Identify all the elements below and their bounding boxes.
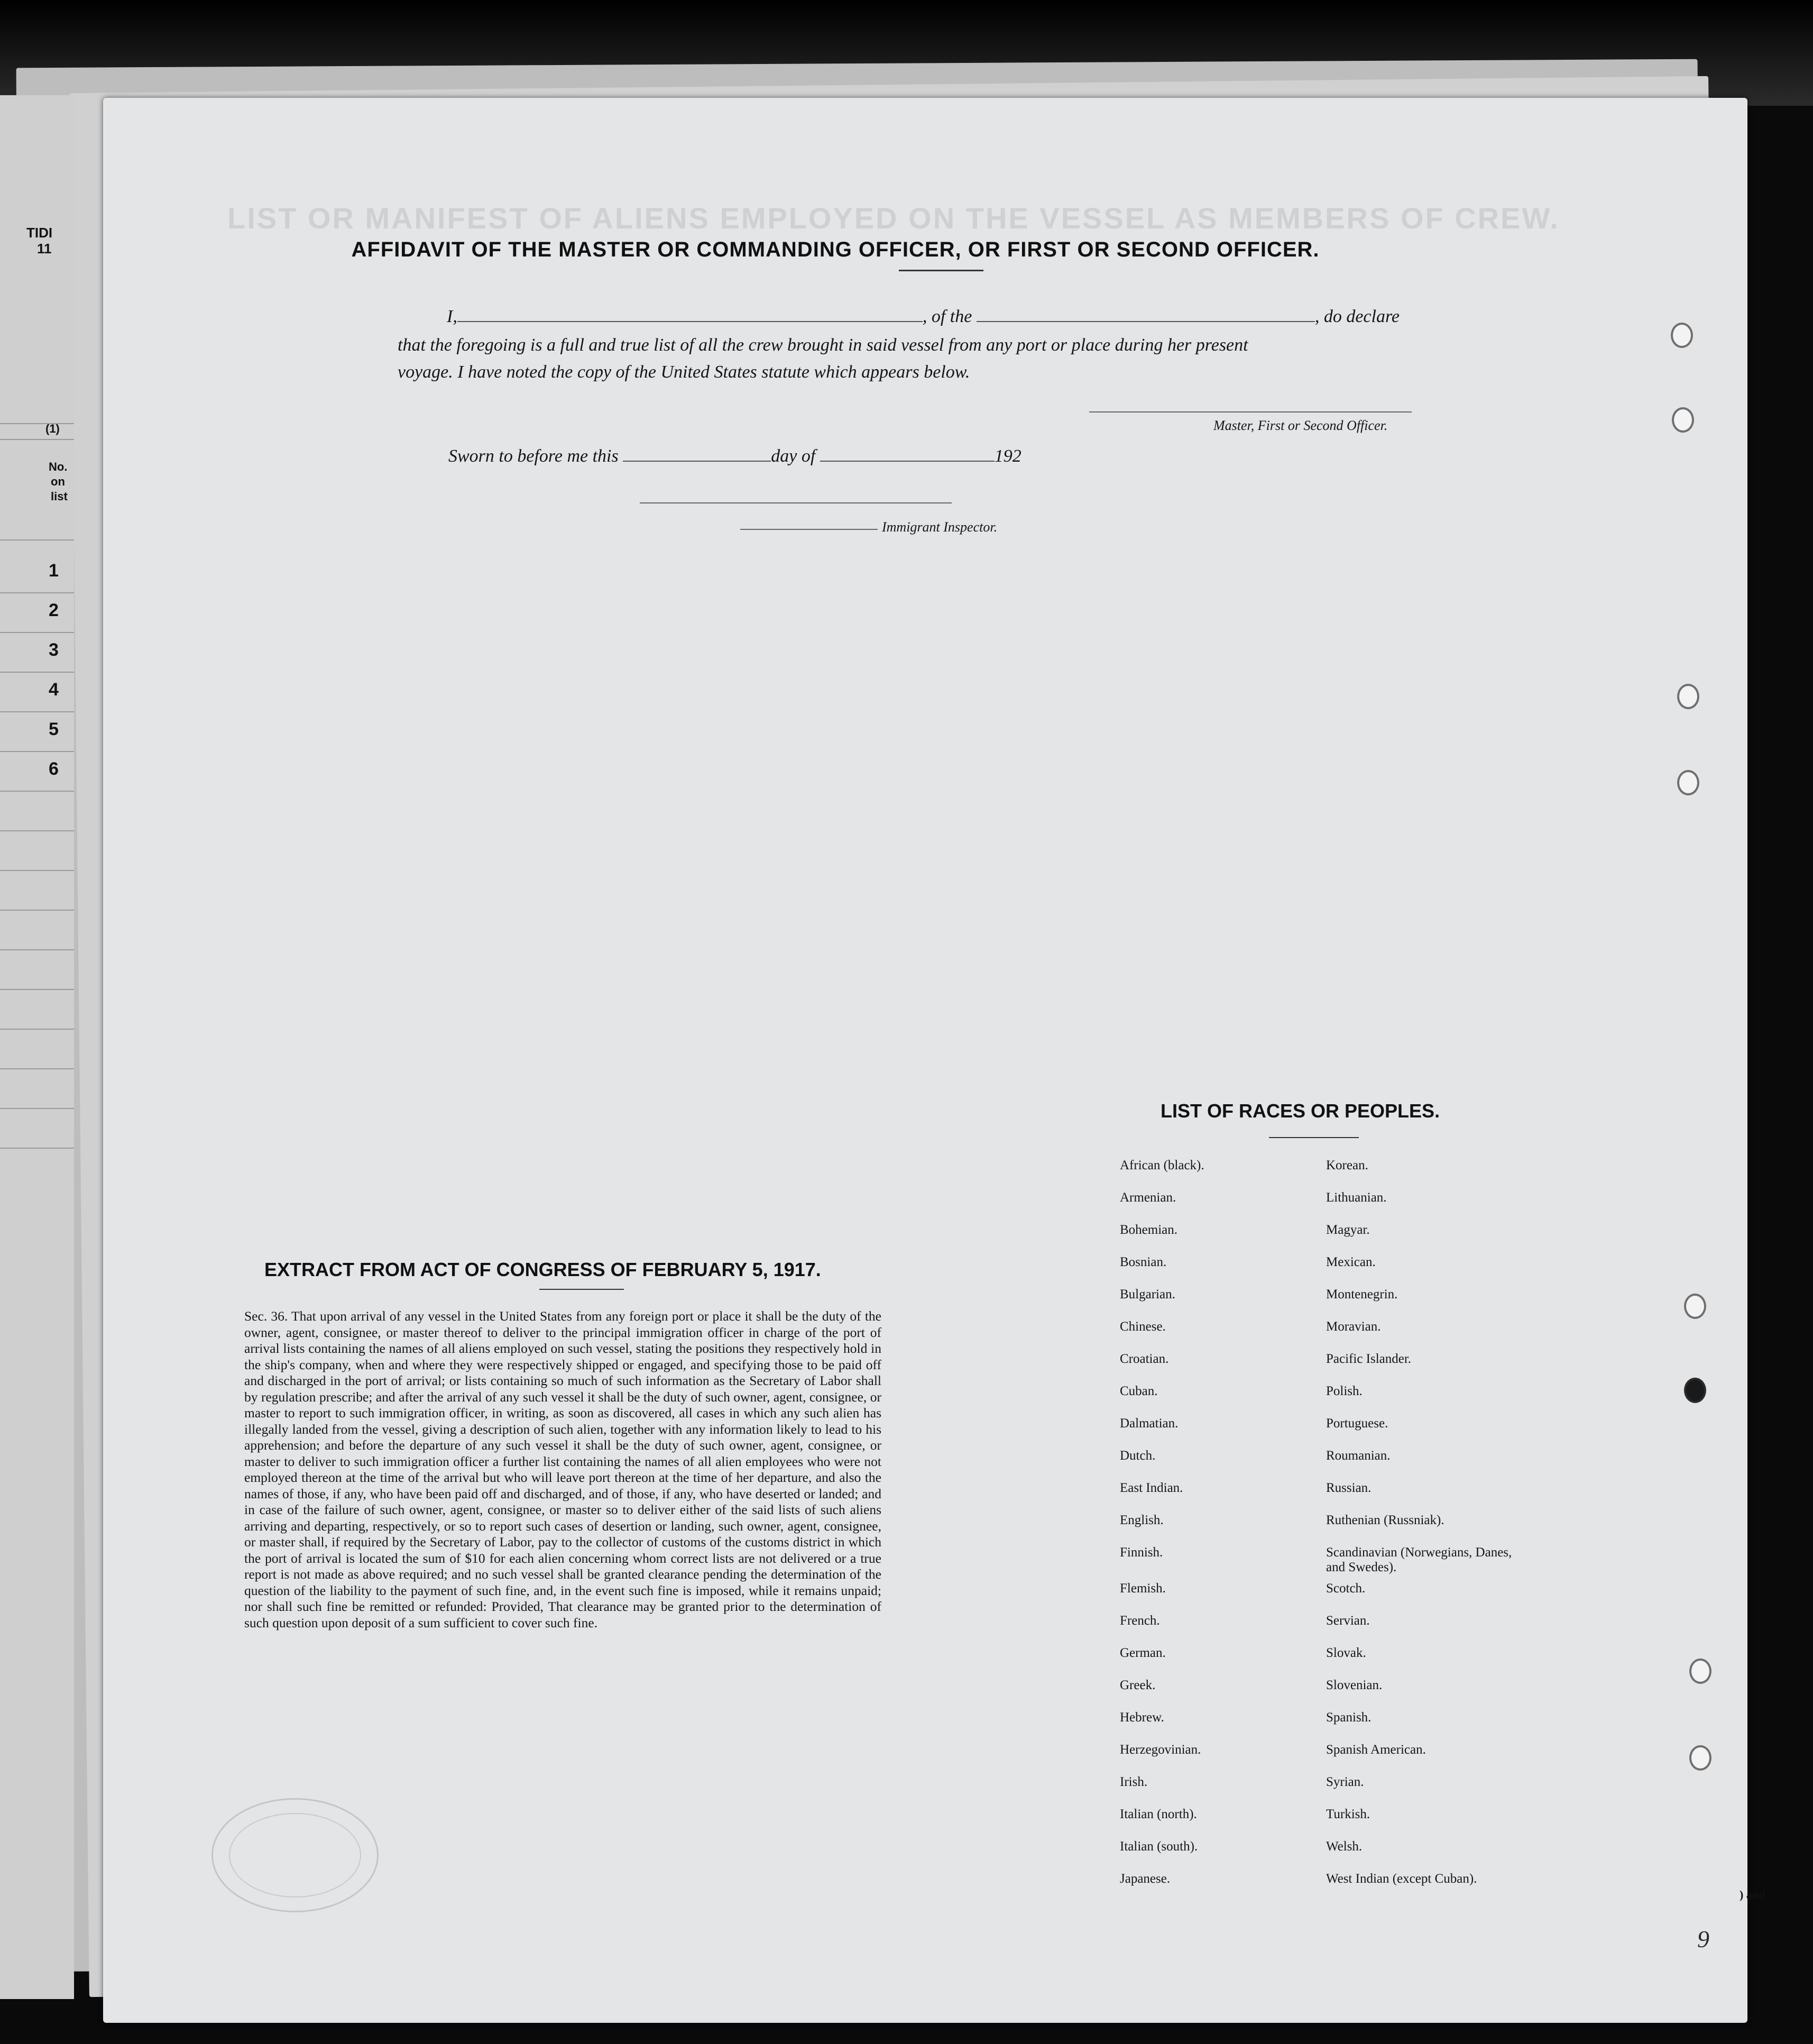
- race-item-left: Dalmatian.: [1120, 1416, 1179, 1431]
- race-item-right: Spanish American.: [1326, 1743, 1426, 1757]
- race-item-left: German.: [1120, 1646, 1166, 1660]
- strip-col-head-2: on: [51, 475, 65, 488]
- adjacent-page-strip: [0, 95, 74, 1999]
- race-item-right: Slovak.: [1326, 1646, 1366, 1660]
- race-item-left: East Indian.: [1120, 1481, 1183, 1495]
- race-item-right: Ruthenian (Russniak).: [1326, 1513, 1444, 1527]
- punch-hole: [1677, 684, 1699, 709]
- sworn-line: [448, 446, 1021, 466]
- race-item-right: Spanish.: [1326, 1710, 1372, 1725]
- race-item-left: Greek.: [1120, 1678, 1156, 1692]
- races-title-rule: [1269, 1137, 1359, 1138]
- declarant-name-blank[interactable]: [457, 308, 923, 322]
- punch-hole: [1684, 1294, 1706, 1319]
- strip-col-head-3: list: [51, 490, 68, 503]
- race-item-left: Irish.: [1120, 1775, 1148, 1789]
- race-item-left: Hebrew.: [1120, 1710, 1164, 1725]
- master-signature-line[interactable]: [1089, 411, 1412, 413]
- race-item-right: Welsh.: [1326, 1839, 1363, 1854]
- punch-hole: [1689, 1658, 1711, 1684]
- race-item-left: Flemish.: [1120, 1581, 1166, 1596]
- race-item-left: Italian (south).: [1120, 1839, 1198, 1854]
- strip-row-number: 1: [49, 561, 59, 581]
- race-item-right: West Indian (except Cuban).: [1326, 1872, 1477, 1886]
- race-item-left: Bosnian.: [1120, 1255, 1167, 1269]
- race-item-right: Syrian.: [1326, 1775, 1364, 1789]
- bleed-through-header: LIST OR MANIFEST OF ALIENS EMPLOYED ON THE VESSEL AS MEMBERS OF CREW.: [227, 201, 1560, 235]
- manifest-page: [103, 98, 1747, 2023]
- strip-row-number: 6: [49, 759, 59, 779]
- strip-row-number: 5: [49, 719, 59, 739]
- race-item-left: Herzegovinian.: [1120, 1743, 1201, 1757]
- race-item-right: Pacific Islander.: [1326, 1352, 1412, 1366]
- affidavit-line-1: [447, 307, 1400, 327]
- race-item-right: Roumanian.: [1326, 1449, 1391, 1463]
- inspector-label: Immigrant Inspector.: [882, 519, 998, 535]
- affidavit-line-3: voyage. I have noted the copy of the United States statute which appears below.: [398, 362, 970, 382]
- strip-code: TIDI: [26, 225, 53, 241]
- punch-hole: [1672, 407, 1694, 433]
- punch-hole: [1689, 1745, 1711, 1771]
- race-item-left: French.: [1120, 1614, 1160, 1628]
- race-item-left: Cuban.: [1120, 1384, 1158, 1398]
- sworn-day-label: day of: [771, 446, 816, 466]
- race-item-left: African (black).: [1120, 1158, 1204, 1172]
- race-item-left: Bohemian.: [1120, 1223, 1178, 1237]
- sworn-prefix: Sworn to before me this: [448, 446, 619, 466]
- margin-fragment: ) and: [1740, 1888, 1765, 1901]
- handwritten-mark: 9: [1697, 1926, 1709, 1953]
- race-item-right: Polish.: [1326, 1384, 1363, 1398]
- race-item-right: Scotch.: [1326, 1581, 1366, 1596]
- declarant-label: I,: [447, 307, 457, 326]
- affidavit-title: AFFIDAVIT OF THE MASTER OR COMMANDING OFFICER, OR FIRST OR SECOND OFFICER.: [351, 238, 1320, 261]
- races-title: LIST OF RACES OR PEOPLES.: [1161, 1100, 1440, 1122]
- extract-title: EXTRACT FROM ACT OF CONGRESS OF FEBRUARY 5, 1917.: [264, 1259, 821, 1280]
- strip-row-number: 2: [49, 600, 59, 620]
- extract-body: Sec. 36. That upon arrival of any vessel in the United States from any foreign port or place it shall be the duty of the owner, agent, consignee, or master thereof to deliver to the principal immigration officer in charge of the port of arrival lists containing the names of all aliens employed on such vessel, stating the positions they respectively hold in the ship's company, when and where they were respectively shipped or engaged, and specifying those to be paid off and discharged in the port of arrival; or lists containing so much of such information as the Secretary of Labor shall by regulation prescribe; and after the arrival of any such vessel it shall be the duty of such owner, agent, consignee, or master to report to such immigration officer, in writing, as soon as discovered, all cases in which any such alien has illegally landed from the vessel, giving a description of such alien, together with any information likely to lead to his apprehension; and before the departure of any such vessel it shall be the duty of such owner, agent, consignee, or master to deliver to such immigration officer a further list containing the names of all alien employees who were not employed thereon at the time of the arrival but who will leave port thereon at the time of her departure, and also the names of those, if any, who have been paid off and discharged, and of those, if any, who have deserted or landed; and in case of the failure of such owner, agent, consignee, or master so to deliver either of the said lists of such aliens arriving and departing, respectively, or so to report such cases of desertion or landing, such owner, agent, consignee, or master shall, if required by the Secretary of Labor, pay to the collector of customs of the customs district in which the port of arrival is located the sum of $10 for each alien concerning whom correct lists are not delivered or a true report is not made as above required; and no such vessel shall be granted clearance pending the determination of the question of the liability to the payment of such fine, and, in the event such fine is imposed, while it remains unpaid; nor shall such fine be remitted or refunded: Provided, That clearance may be granted prior to the determination of such question upon deposit of a sum sufficient to cover such fine.: [244, 1308, 881, 1630]
- extract-title-rule: [539, 1289, 624, 1290]
- punch-hole: [1671, 323, 1693, 348]
- race-item-left: Japanese.: [1120, 1872, 1171, 1886]
- sworn-month-blank[interactable]: [820, 448, 995, 462]
- sworn-day-blank[interactable]: [623, 448, 771, 462]
- inspector-signature-line[interactable]: [640, 502, 952, 503]
- strip-col-number: (1): [45, 422, 60, 435]
- sworn-year: 192: [994, 446, 1021, 466]
- race-item-right: Mexican.: [1326, 1255, 1376, 1269]
- strip-row-number: 3: [49, 640, 59, 660]
- race-item-left: Dutch.: [1120, 1449, 1156, 1463]
- race-item-right: Montenegrin.: [1326, 1287, 1398, 1301]
- race-item-left: English.: [1120, 1513, 1164, 1527]
- race-item-right: Moravian.: [1326, 1319, 1381, 1334]
- race-item-left: Finnish.: [1120, 1545, 1163, 1560]
- race-item-right: Turkish.: [1326, 1807, 1370, 1821]
- race-item-left: Bulgarian.: [1120, 1287, 1175, 1301]
- race-item-right: Lithuanian.: [1326, 1190, 1387, 1205]
- race-item-left: Chinese.: [1120, 1319, 1166, 1334]
- race-item-right: Portuguese.: [1326, 1416, 1388, 1431]
- race-item-left: Armenian.: [1120, 1190, 1176, 1205]
- punch-hole: [1684, 1378, 1706, 1403]
- race-item-right: Korean.: [1326, 1158, 1368, 1172]
- inspector-label-rule: [740, 529, 878, 530]
- strip-code-sub: 11: [37, 241, 52, 256]
- race-item-right: Magyar.: [1326, 1223, 1370, 1237]
- strip-col-head-1: No.: [49, 460, 68, 473]
- race-item-right: Slovenian.: [1326, 1678, 1383, 1692]
- affidavit-line-2: that the foregoing is a full and true list of all the crew brought in said vessel from any port or place during her present: [398, 335, 1248, 355]
- declare-label: , do declare: [1314, 307, 1400, 326]
- vessel-name-blank[interactable]: [977, 308, 1315, 322]
- strip-row-number: 4: [49, 680, 59, 700]
- faded-stamp: [211, 1798, 379, 1912]
- race-item-left: Italian (north).: [1120, 1807, 1197, 1821]
- vessel-of-label: , of the: [922, 307, 972, 326]
- master-signature-label: Master, First or Second Officer.: [1213, 418, 1388, 433]
- race-item-right: Russian.: [1326, 1481, 1372, 1495]
- punch-hole: [1677, 770, 1699, 795]
- race-item-right: Servian.: [1326, 1614, 1370, 1628]
- race-item-right: Scandinavian (Norwegians, Danes, and Swedes).: [1326, 1545, 1512, 1574]
- race-item-left: Croatian.: [1120, 1352, 1169, 1366]
- title-rule: [899, 270, 983, 271]
